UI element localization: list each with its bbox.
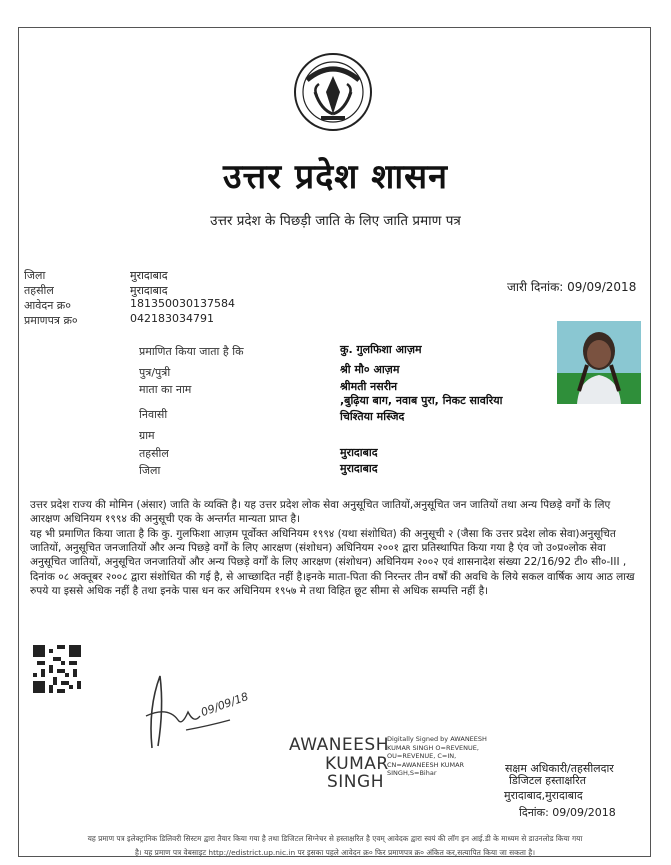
footer-line2: है। यह प्रमाण पत्र वेबसाइट http://edistrict.up.nic.in पर इसका पहले आवेदन क्र० फिर प्रमाणपत्र क्र० अंकित कर,सत्यापित किया जा सकता है। <box>135 848 535 857</box>
certified-label: प्रमाणित किया जाता है कि <box>139 345 244 358</box>
tehsil-value: मुरादाबाद <box>130 284 168 297</box>
signature-date: 09/09/18 <box>199 689 251 720</box>
resident-label: निवासी <box>139 408 168 421</box>
district-value: मुरादाबाद <box>130 269 168 282</box>
application-number: 181350030137584 <box>130 297 235 310</box>
caste-recognition-paragraph: उत्तर प्रदेश राज्य की मोमिन (अंसार) जाति के व्यक्ति है। यह उत्तर प्रदेश लोक सेवा अनुसूचित जातियों,अनुसूचित जन जातियों तथा अन्य पिछड़े वर्गों के लिए आरक्षण अधिनियम १९९४ की अनुसूची एक के अन्तर्गत मान्यता प्राप्त है। <box>30 499 611 526</box>
applicant-photo <box>557 321 641 404</box>
authority-designation: सक्षम अधिकारी/तहसीलदार <box>505 762 614 775</box>
resident-address-line2: चिश्तिया मस्जिद <box>340 410 405 423</box>
detail-district-label: जिला <box>139 464 161 477</box>
footer-line1: यह प्रमाण पत्र इलेक्ट्रानिक डिलिवरी सिस्टम द्वारा तैयार किया गया है तथा डिजिटल सिग्नेचर से हस्ताक्षरित है एवम् आवेदक द्वारा स्वयं की लॉग इन आई.डी के माध्यम से डाउनलोड किया गया <box>87 834 583 843</box>
document-title: उत्तर प्रदेश शासन <box>222 157 448 197</box>
document-subtitle: उत्तर प्रदेश के पिछड़ी जाति के लिए जाति प्रमाण पत्र <box>210 213 461 229</box>
village-label: ग्राम <box>139 429 155 442</box>
application-number-label: आवेदन क्र० <box>24 299 71 312</box>
mother-label: माता का नाम <box>139 383 192 396</box>
applicant-name: कु. गुलफिशा आज़म <box>340 343 422 356</box>
certificate-number-label: प्रमाणपत्र क्र० <box>24 314 78 327</box>
mother-name: श्रीमती नसरीन <box>340 380 398 393</box>
resident-address-line1: ,बुढ़िया बाग, नवाब पुरा, निकट सावरिया <box>340 394 503 407</box>
signer-name-line3: SINGH <box>327 772 384 792</box>
detail-district-value: मुरादाबाद <box>340 462 378 475</box>
detail-tehsil-label: तहसील <box>139 447 169 460</box>
tehsil-label: तहसील <box>24 284 54 297</box>
verification-qr-code <box>33 645 81 693</box>
creamy-layer-paragraph: यह भी प्रमाणित किया जाता है कि कु. गुलफिशा आज़म पूर्वोक्त अधिनियम १९९४ (यथा संशोधित) की अनुसूची २ (जैसा कि उत्तर प्रदेश लोक सेवा)अनुसूचित जातियों, अनुसूचित जनजातियों और अन्य पिछड़े वर्गों के लिए आरक्षण (संशोधन) अधिनियम २००१ द्वारा प्रतिस्थापित किया गया है एंव जो उ०प्र०लोक सेवा अनुसूचित जातियों, अनुसूचित जनजातियों और अन्य पिछड़े वर्गों के लिए आरक्षण (संशोधन) अधिनियम २००२ एवं शासनादेश संख्या 22/16/92 टी० सी०-III , दिनांक ०८ अक्तूबर २००८ द्वारा संशोधित की गई है, से आच्छादित नहीं है।इनके माता-पिता की निरन्तर तीन वर्षों की अवधि के लिये सकल वार्षिक आय आठ लाख रुपये या इससे अधिक नहीं है तथा इनके पास धन कर अधिनियम १९५७ मे तथा विहित छूट सीमा से अधिक सम्पत्ति नहीं है। <box>30 528 635 597</box>
detail-tehsil-value: मुरादाबाद <box>340 446 378 459</box>
authority-digital-note: डिजिटल हस्ताक्षरित <box>509 774 586 787</box>
signer-name-line1: AWANEESH <box>289 735 389 755</box>
issue-date: जारी दिनांक: 09/09/2018 <box>507 280 637 294</box>
authority-office: मुरादाबाद,मुरादाबाद <box>504 789 583 802</box>
father-name: श्री मौ० आज़म <box>340 363 400 376</box>
up-government-emblem <box>293 52 373 132</box>
certificate-number: 042183034791 <box>130 312 214 325</box>
signer-name-line2: KUMAR <box>325 754 389 774</box>
district-label: जिला <box>24 269 46 282</box>
authority-date: दिनांक: 09/09/2018 <box>519 806 616 819</box>
child-of-label: पुत्र/पुत्री <box>139 366 171 379</box>
digital-signature-details: Digitally Signed by AWANEESH KUMAR SINGH O=REVENUE, OU=REVENUE, C=IN, CN=AWANEESH KUMAR SINGH,S=Bihar <box>387 735 487 777</box>
